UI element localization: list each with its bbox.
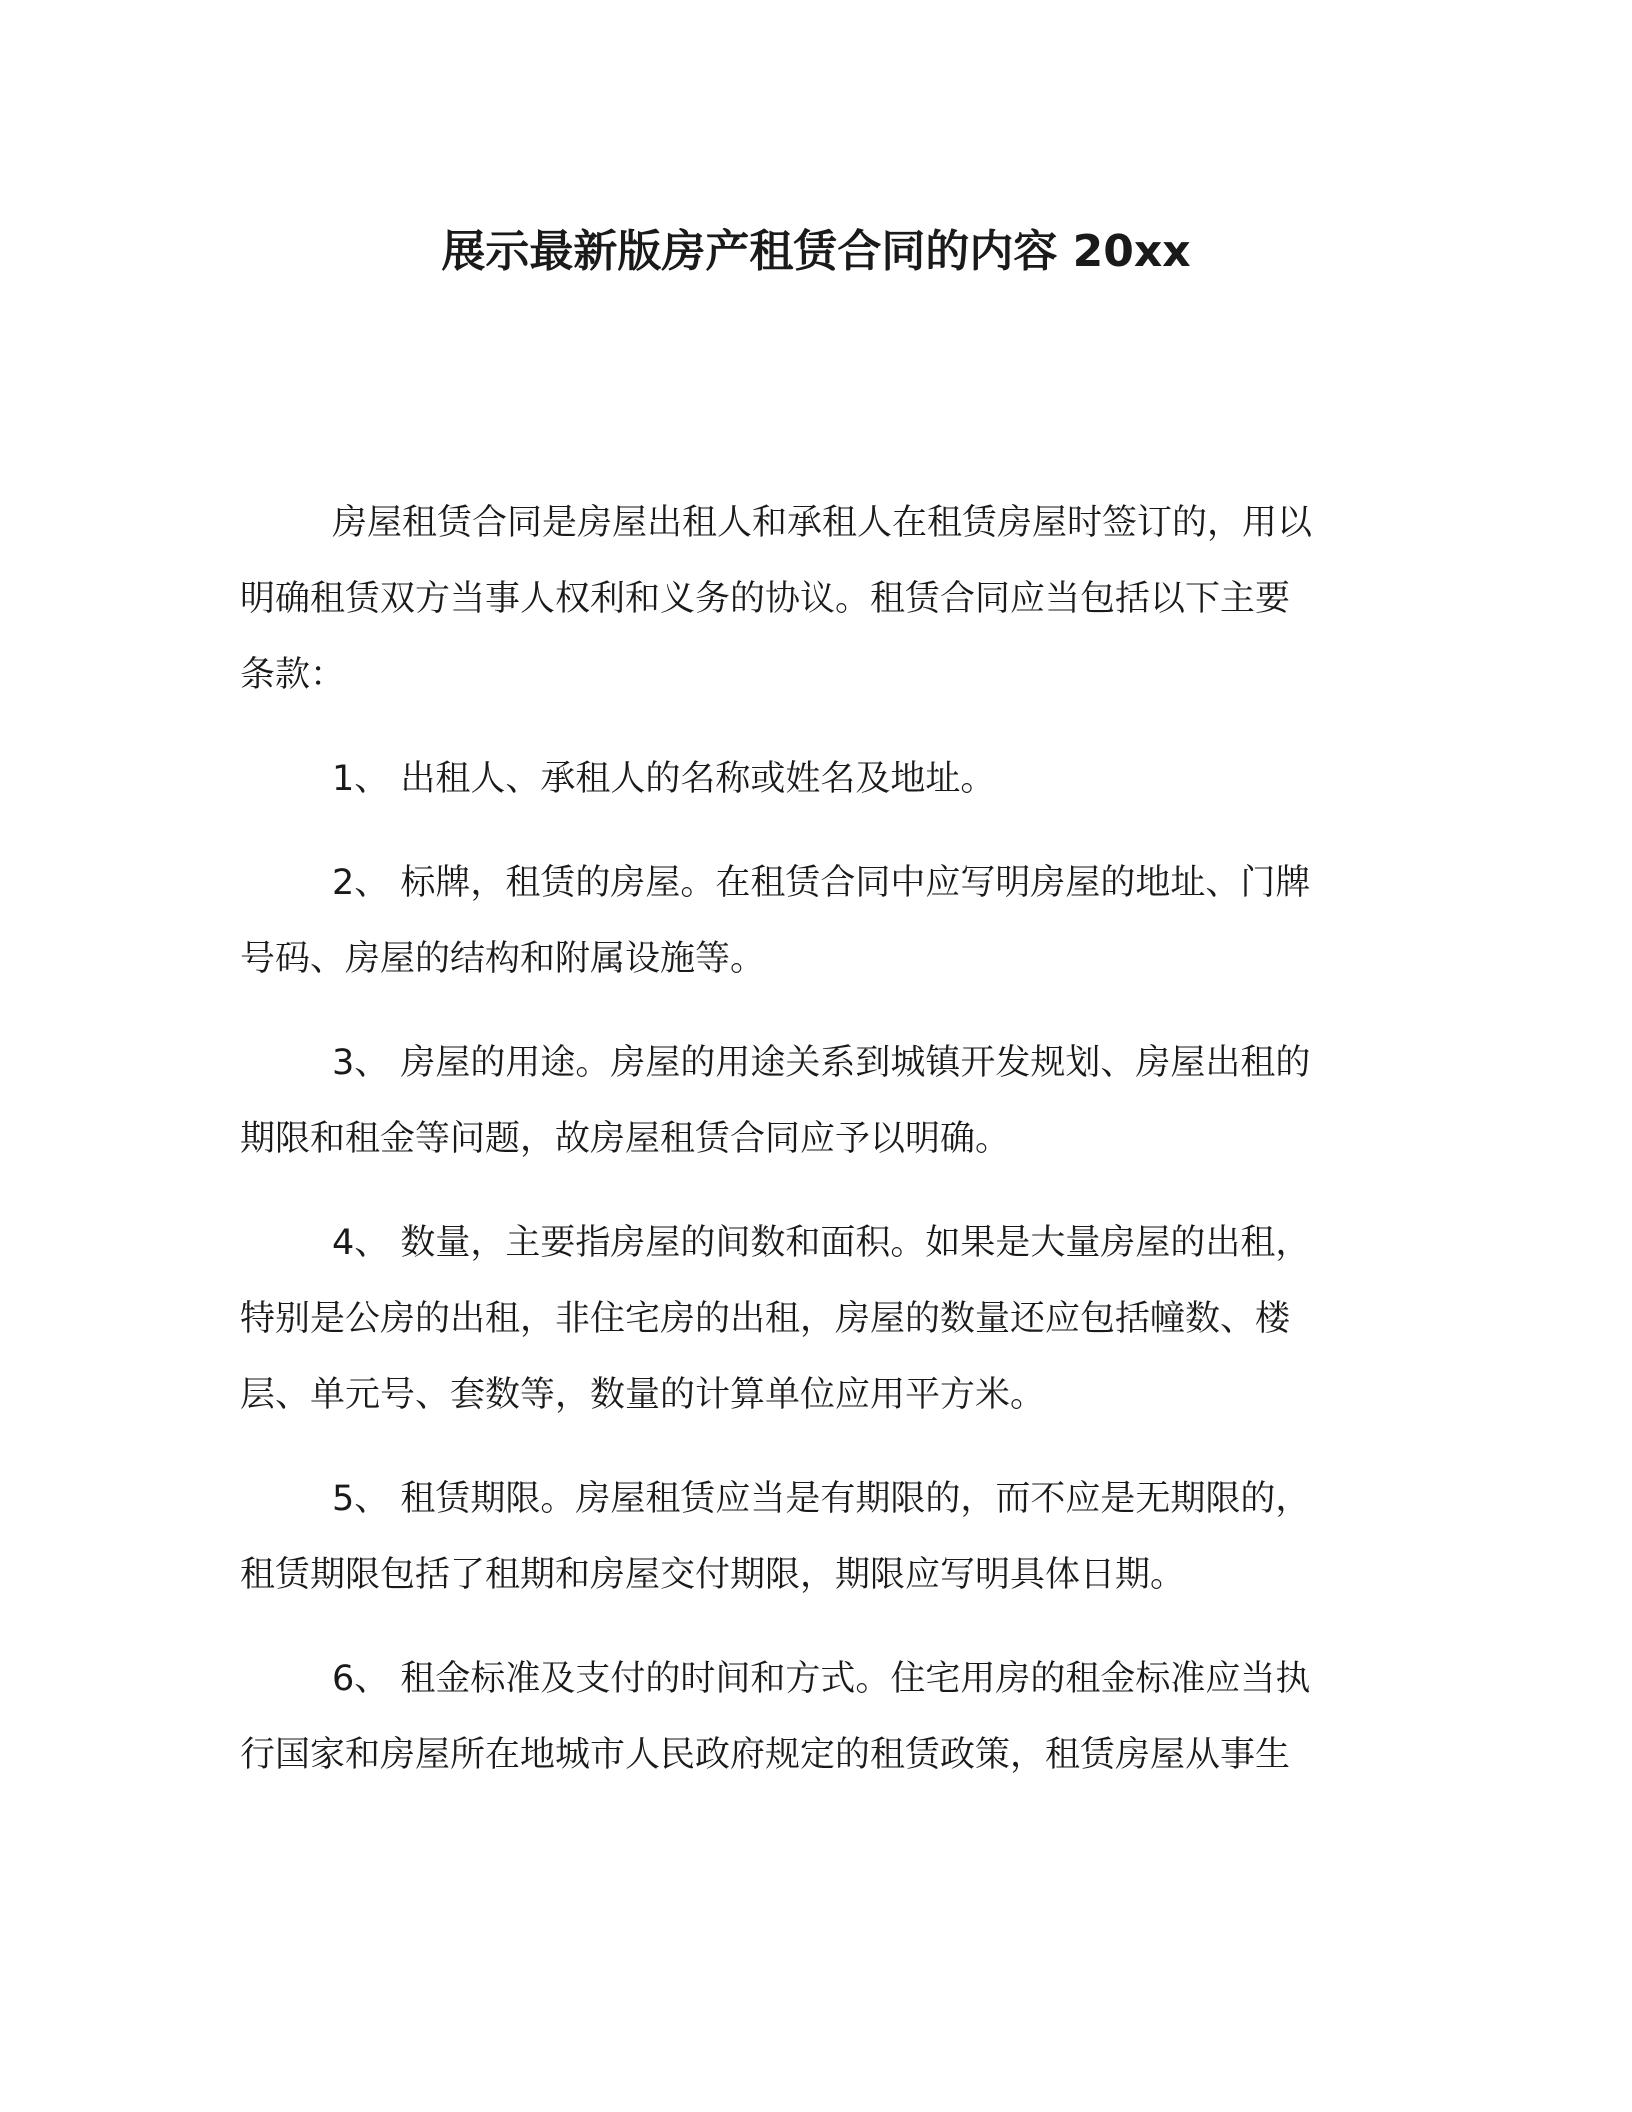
paragraph-line: 条款：: [240, 655, 346, 695]
clause-4: [240, 1205, 1370, 1433]
document-title: 展示最新版房产租赁合同的内容 20xx: [441, 226, 1191, 277]
paragraph-line: 4、 数量，主要指房屋的间数和面积。如果是大量房屋的出租，: [332, 1223, 1311, 1263]
clause-1: [240, 741, 1370, 817]
paragraph-line: 期限和租金等问题，故房屋租赁合同应予以明确。: [240, 1119, 1011, 1159]
clause-5: [240, 1461, 1370, 1613]
paragraph-line: 明确租赁双方当事人权利和义务的协议。租赁合同应当包括以下主要: [240, 579, 1291, 619]
clause-2: [240, 845, 1370, 997]
paragraph-line: 号码、房屋的结构和附属设施等。: [240, 939, 766, 979]
paragraph-line: 2、 标牌，租赁的房屋。在租赁合同中应写明房屋的地址、门牌: [332, 863, 1311, 903]
paragraph-line: 特别是公房的出租，非住宅房的出租，房屋的数量还应包括幢数、楼: [240, 1299, 1291, 1339]
paragraph-line: 行国家和房屋所在地城市人民政府规定的租赁政策，租赁房屋从事生: [240, 1735, 1291, 1775]
paragraph-line: 6、 租金标准及支付的时间和方式。住宅用房的租金标准应当执: [332, 1659, 1311, 1699]
paragraph-line: 租赁期限包括了租期和房屋交付期限，期限应写明具体日期。: [240, 1555, 1186, 1595]
document-body: [240, 485, 1370, 1793]
intro-paragraph: [240, 485, 1370, 713]
paragraph-line: 1、 出租人、承租人的名称或姓名及地址。: [332, 759, 996, 799]
clause-3: [240, 1025, 1370, 1177]
paragraph-line: 3、 房屋的用途。房屋的用途关系到城镇开发规划、房屋出租的: [332, 1043, 1311, 1083]
paragraph-line: 房屋租赁合同是房屋出租人和承租人在租赁房屋时签订的，用以: [332, 503, 1313, 543]
paragraph-line: 5、 租赁期限。房屋租赁应当是有期限的，而不应是无期限的，: [332, 1479, 1311, 1519]
paragraph-line: 层、单元号、套数等，数量的计算单位应用平方米。: [240, 1375, 1046, 1415]
clause-6: [240, 1641, 1370, 1793]
